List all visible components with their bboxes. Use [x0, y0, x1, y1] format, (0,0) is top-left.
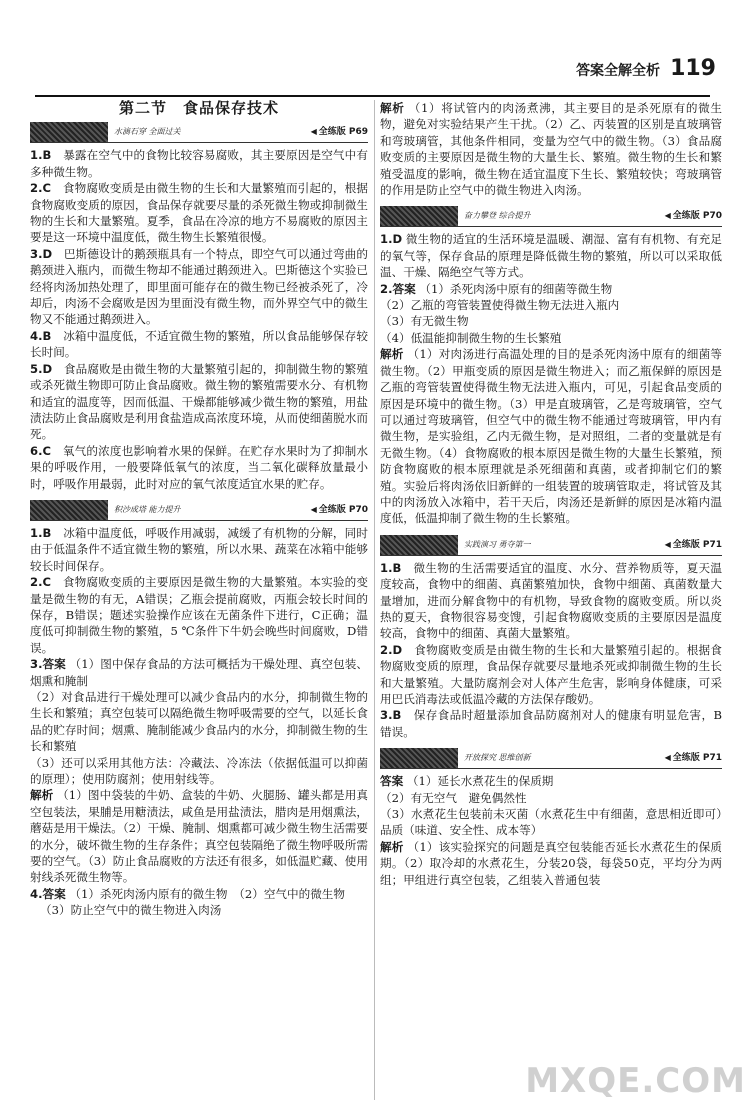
bar-ref: ◀ 全练版 P69 [311, 124, 368, 140]
answer-number: 2.答案 [380, 281, 416, 296]
analysis-text: （1）该实验探究的问题是真空包装能否延长水煮花生的保质期。（2）取冷却的水煮花生，分装20袋，每袋50克，平均分为两组；甲组进行真空包装，乙组装入普通包装 [380, 839, 722, 887]
answer-item [30, 328, 368, 361]
answer-text: 微生物的适宜的生活环境是温暖、潮湿、富有有机物、有充足的氧气等，保存食品的原理是降低微生物的繁殖，所以可以采取低温、干燥、隔绝空气等方式。 [380, 232, 722, 280]
bar-block [380, 748, 458, 768]
answer-number: 4.B [30, 328, 52, 343]
answer-line: （2）乙瓶的弯管装置使得微生物无法进入瓶内 [380, 298, 620, 313]
answer-list [30, 525, 368, 656]
section-bar [380, 535, 722, 556]
left-column [30, 100, 368, 919]
analysis-label: 解析 [380, 101, 405, 115]
right-column [380, 100, 734, 888]
answer-number: 1.B [30, 525, 52, 540]
answer-text: 冰箱中温度低，呼吸作用减弱，减缓了有机物的分解，同时由于低温条件不适宜微生物的繁殖，所以水果、蔬菜在冰箱中能够较长时间保存。 [30, 525, 368, 573]
answer-text: 氧气的浓度也影响着水果的保鲜。在贮存水果时为了抑制水果的呼吸作用，一般要降低氧气的浓度，当二氧化碳释放量最小时，呼吸作用最弱，此时对应的氧气浓度适宜水果的贮存。 [30, 443, 368, 491]
analysis-text: （1）图中袋装的牛奶、盒装的牛奶、火腿肠、罐头都是用真空包装法，果脯是用糖渍法，咸鱼是用盐渍法，腊肉是用烟熏法，蘑菇是用干燥法。（2）干燥、腌制、烟熏都可减少微生物生活需要的水分，破坏微生物的生存条件；真空包装隔绝了微生物呼吸所需要的空气。（3）防止食品腐败的方法还有很多，如低温贮藏、使用射线杀死微生物等。 [30, 788, 368, 885]
bar-tag: 水滴石穿 全面过关 [114, 127, 181, 137]
answer-text: 巴斯德设计的鹅颈瓶具有一个特点，即空气可以通过弯曲的鹅颈进入瓶内，而微生物却不能通过鹅颈进入。巴斯德这个实验已经将肉汤加热处理了，即里面可能存在的微生物已经被杀死了，冷却后，肉汤不会腐败是因为里面没有微生物，而外界空气中的微生物又不能通过鹅颈进入。 [30, 246, 368, 327]
header-rule [35, 95, 710, 97]
bar-ref: ◀ 全练版 P71 [665, 537, 722, 553]
section-bar [30, 122, 368, 143]
answer-line: （2）有无空气 避免偶然性 [380, 790, 527, 805]
answer-line: （4）低温能抑制微生物的生长繁殖 [380, 330, 562, 345]
answer-line: （3）防止空气中的微生物进入肉汤 [40, 903, 222, 918]
header-label: 答案全解全析 [576, 63, 661, 79]
answer-block [380, 281, 722, 527]
answer-number: 6.C [30, 443, 51, 458]
answer-block [380, 773, 734, 888]
answer-list [30, 147, 368, 492]
analysis-text: （1）对肉汤进行高温处理的目的是杀死肉汤中原有的细菌等微生物。（2）甲瓶变质的原因是微生物进入；而乙瓶保鲜的原因是乙瓶的弯管装置使得微生物无法进入瓶内，可见，引起食品变质的原因是环境中的微生物。（3）甲是直玻璃管，乙是弯玻璃管，空气可以通过弯玻璃管，但空气中的微生物不能通过弯玻璃管，甲内有微生物，是实验组，乙内无微生物，是对照组，二者的变量就是有无微生物。（4）食物腐败的根本原因是微生物的大量生长繁殖，预防食物腐败的根本原理就是杀死细菌和真菌，或者抑制它们的繁殖。实验后将肉汤依旧新鲜的一组装置的玻璃管取走，将试管及其中的肉汤放入冰箱中，若干天后，肉汤还是新鲜的原因是冰箱内温度低，低温抑制了微生物的生长繁殖。 [380, 347, 722, 526]
page-header [576, 56, 716, 81]
answer-text: 暴露在空气中的食物比较容易腐败，其主要原因是空气中有多种微生物。 [30, 148, 368, 179]
answer-item [380, 707, 722, 740]
bar-tag: 实践演习 勇夺第一 [464, 539, 531, 549]
section-bar [380, 206, 722, 227]
answer-item [30, 147, 368, 180]
answer-number: 答案 [380, 774, 404, 789]
answer-item [30, 180, 368, 246]
bar-ref: ◀ 全练版 P70 [665, 208, 722, 224]
answer-item [30, 574, 368, 656]
answer-text: 食物腐败变质是由微生物的生长和大量繁殖引起的。根据食物腐败变质的原理，食品保存就要尽量地杀死或抑制微生物的生长和大量繁殖。大量防腐剂会对人体产生危害，影响身体健康，可采用巴氏消毒法或低温冷藏的方法保存酸奶。 [380, 642, 722, 706]
answer-block [30, 886, 368, 919]
answer-text: 食品腐败是由微生物的大量繁殖引起的，抑制微生物的繁殖或杀死微生物即可防止食品腐败。微生物的繁殖需要水分、有机物和适宜的温度等，因而低温、干燥都能够减少微生物的繁殖，用盐渍法防止食品腐败是利用食盐造成高浓度环境，从而使细菌脱水而死。 [30, 361, 368, 442]
bar-tag: 积沙成塔 能力提升 [114, 504, 181, 514]
answer-text: 食物腐败变质的主要原因是微生物的大量繁殖。本实验的变量是微生物的有无，A错误；乙瓶会提前腐败，丙瓶会较长时间的保存，B错误；题述实验操作应该在无菌条件下进行，C正确；温度低可抑制微生物的繁殖，5 ℃条件下牛奶会晚些时间腐败，D错误。 [30, 575, 368, 655]
bar-ref: ◀ 全练版 P70 [311, 502, 368, 518]
answer-line: （1）杀死肉汤中原有的细菌等微生物 [419, 281, 613, 296]
analysis-text: （1）将试管内的肉汤煮沸，其主要目的是杀死原有的微生物，避免对实验结果产生干扰。（2）乙、丙装置的区别是直玻璃管和弯玻璃管，其他条件相同，变量为空气中的微生物。（3）食品腐败变质的主要原因是微生物的大量生长、繁殖。微生物的生长和繁殖受温度的影响，微生物在适宜温度下生长、繁殖较快；弯玻璃管的作用是防止空气中的微生物进入肉汤。 [380, 101, 722, 198]
answer-line: （1）杀死肉汤内原有的微生物 （2）空气中的微生物 [69, 886, 345, 901]
bar-block [380, 535, 458, 555]
answer-number: 1.B [380, 560, 402, 575]
answer-item [30, 443, 368, 492]
answer-number: 3.答案 [30, 657, 66, 672]
analysis-label: 解析 [380, 839, 404, 854]
answer-line: （3）水煮花生包装前未灭菌（水煮花生中有细菌，意思相近即可） 品质（味道、安全性、成本等） [380, 807, 734, 838]
bar-block [380, 206, 458, 226]
watermark-logo: MXQE.COM [525, 1061, 746, 1101]
page-number: 119 [670, 56, 716, 81]
answer-line: （1）图中保存食品的方法可概括为干燥处理、真空包装、烟熏和腌制 [30, 657, 368, 688]
answer-number: 2.C [30, 575, 51, 590]
answer-text: 微生物的生活需要适宜的温度、水分、营养物质等，夏天温度较高，食物中的细菌、真菌繁殖加快，食物中细菌、真菌数量大量增加，进而分解食物中的有机物，导致食物的腐败变质。所以炎热的夏天，食物很容易变馊，引起食物腐败变质的主要原因是温度较高，食物中的细菌、真菌大量繁殖。 [380, 560, 722, 641]
analysis-label: 解析 [30, 788, 54, 803]
analysis-label: 解析 [380, 347, 404, 362]
answer-item [30, 246, 368, 328]
answer-number: 4.答案 [30, 886, 66, 901]
column-divider [374, 100, 375, 1100]
answer-number: 1.B [30, 148, 52, 163]
answer-number: 2.D [380, 642, 403, 657]
bar-ref: ◀ 全练版 P71 [665, 750, 722, 766]
answer-item [30, 525, 368, 574]
answer-line: （1）延长水煮花生的保质期 [406, 774, 554, 789]
answer-item [380, 560, 722, 642]
bar-tag: 开放探究 思维创新 [464, 753, 531, 763]
section-bar [380, 748, 722, 769]
bar-tag: 奋力攀登 综合提升 [464, 211, 531, 221]
answer-number: 1.D [380, 232, 403, 247]
answer-text: 食物腐败变质是由微生物的生长和大量繁殖而引起的，根据食物腐败变质的原因，食品保存就要尽量的杀死微生物或抑制微生物的生长和大量繁殖。夏季，食品在冷凉的地方不易腐败的原因主要是这一环境中温度低，微生物生长繁殖很慢。 [30, 181, 368, 245]
answer-item [30, 361, 368, 443]
answer-number: 3.B [380, 708, 402, 723]
bar-block [30, 122, 108, 142]
answer-line: （2）对食品进行干燥处理可以减少食品内的水分，抑制微生物的生长和繁殖；真空包装可以隔绝微生物呼吸需要的空气，以延长食品的贮存时间；烟熏、腌制能减少食品内的水分，抑制微生物的生长和繁殖 [30, 690, 368, 754]
bar-block [30, 500, 108, 520]
answer-text: 保存食品时超量添加食品防腐剂对人的健康有明显危害，B错误。 [380, 708, 722, 739]
answer-number: 3.D [30, 246, 53, 261]
answer-item [380, 642, 722, 708]
answer-line: （3）有无微生物 [380, 314, 469, 329]
section-bar [30, 500, 368, 521]
answer-list [380, 560, 722, 740]
answer-block [30, 656, 368, 886]
answer-line: （3）还可以采用其他方法：冷藏法、冷冻法（依据低温可以抑菌的原理）；使用防腐剂；使用射线等。 [30, 755, 368, 787]
answer-number: 5.D [30, 361, 53, 376]
answer-number: 2.C [30, 181, 51, 196]
answer-text: 冰箱中温度低，不适宜微生物的繁殖，所以食品能够保存较长时间。 [30, 328, 368, 360]
section-title: 第二节 食品保存技术 [118, 99, 279, 117]
